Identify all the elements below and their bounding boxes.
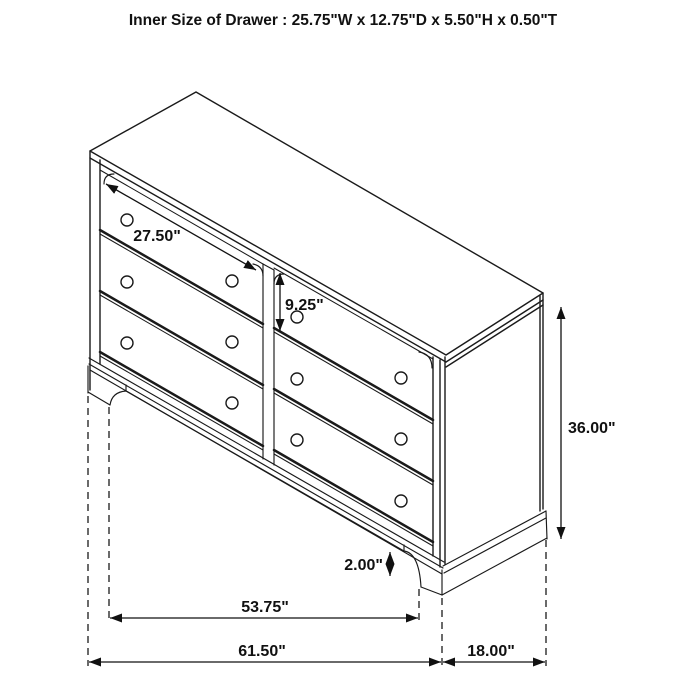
drawer-knob: [121, 337, 133, 349]
dim-label-overall-depth: 18.00": [467, 643, 515, 660]
drawer-knob: [291, 434, 303, 446]
page-title: Inner Size of Drawer : 25.75"W x 12.75"D x 5.50"H x 0.50"T: [128, 12, 558, 29]
dim-label-overall-width: 61.50": [238, 643, 286, 660]
drawer-knob: [395, 372, 407, 384]
dim-label-drawer-bank-width: 27.50": [133, 228, 181, 245]
dim-label-overall-height: 36.00": [568, 420, 616, 437]
dim-label-base-height: 2.00": [344, 557, 383, 574]
drawer-knob: [395, 433, 407, 445]
drawer-knob: [395, 495, 407, 507]
drawer-knob: [121, 214, 133, 226]
drawer-knob: [226, 397, 238, 409]
dim-label-top-drawer-height: 9.25": [285, 297, 324, 314]
drawer-knob: [226, 336, 238, 348]
dim-label-base-inner-width: 53.75": [241, 599, 289, 616]
drawer-knob: [226, 275, 238, 287]
drawer-knob: [121, 276, 133, 288]
drawer-knob: [291, 373, 303, 385]
